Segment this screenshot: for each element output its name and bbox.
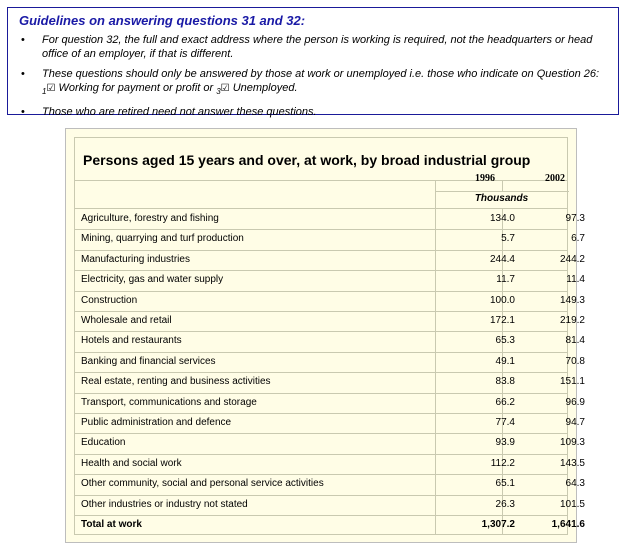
table-row [75, 495, 585, 515]
row-label: Transport, communications and storage [81, 396, 257, 408]
row-label: Construction [81, 294, 138, 306]
divider [75, 474, 567, 475]
row-label: Hotels and restaurants [81, 335, 182, 347]
table-row [75, 474, 585, 494]
row-label: Wholesale and retail [81, 315, 172, 326]
guidelines-list [8, 33, 618, 125]
table-row [75, 372, 585, 392]
divider [75, 454, 567, 455]
divider [75, 515, 567, 516]
value-1996: 5.7 [501, 233, 515, 245]
guideline-text: For question 32, the full and exact address where the person is working is required, not the headquarters or head office of an employer, if that is different. [42, 34, 593, 60]
value-2002: 11.4 [566, 274, 585, 286]
total-row [75, 515, 585, 535]
value-2002: 94.7 [565, 417, 585, 428]
guideline-item [8, 105, 618, 119]
table-row [75, 291, 585, 311]
table-panel [65, 128, 585, 543]
row-label: Banking and financial services [81, 355, 216, 367]
divider [502, 180, 503, 192]
row-label: Mining, quarrying and turf production [81, 233, 244, 245]
divider [75, 352, 567, 353]
row-label: Education [81, 437, 126, 449]
row-label: Other industries or industry not stated [81, 498, 248, 510]
row-label: Manufacturing industries [81, 253, 190, 265]
value-2002: 101.5 [559, 498, 585, 510]
row-label: Public administration and defence [81, 417, 232, 428]
value-2002: 219.2 [559, 315, 585, 326]
row-label: Other community, social and personal service activities [81, 478, 324, 490]
guideline-item [8, 67, 618, 99]
guidelines-box [7, 7, 619, 119]
value-1996: 11.7 [496, 274, 515, 286]
checked-box-icon: ☑ [46, 83, 56, 94]
table-row [75, 250, 585, 270]
value-2002: 96.9 [565, 396, 585, 408]
guideline-text: Those who are retired need not answer these questions. [42, 106, 317, 119]
value-2002: 151.1 [559, 376, 585, 388]
value-1996: 172.1 [489, 315, 515, 326]
bullet-icon: • [21, 68, 25, 80]
table-row [75, 413, 585, 433]
value-1996: 93.9 [495, 437, 515, 449]
value-1996: 49.1 [495, 355, 515, 367]
option-number: 1 [42, 87, 47, 97]
divider [75, 433, 567, 434]
value-1996: 244.4 [489, 253, 515, 265]
table-row [75, 229, 585, 249]
table-row [75, 433, 585, 453]
value-2002: 149.3 [559, 294, 585, 306]
value-1996: 112.2 [490, 457, 515, 469]
value-1996: 83.8 [495, 376, 515, 388]
value-2002: 244.2 [559, 253, 585, 265]
value-2002: 1,641.6 [551, 519, 585, 530]
guideline-item [8, 33, 618, 61]
table-row [75, 209, 585, 229]
value-1996: 100.0 [489, 294, 515, 306]
value-2002: 81.4 [565, 335, 585, 347]
row-label: Health and social work [81, 457, 182, 469]
value-1996: 134.0 [489, 213, 515, 224]
option-number: 3 [216, 87, 221, 97]
bullet-icon: • [21, 106, 25, 119]
data-table [74, 137, 585, 535]
row-label: Total at work [81, 519, 142, 530]
checked-box-icon: ☑ [220, 83, 230, 94]
divider [75, 311, 567, 312]
divider [75, 250, 567, 251]
value-1996: 1,307.2 [481, 519, 515, 530]
divider [75, 413, 567, 414]
option-unemployed: Unemployed. [232, 82, 298, 94]
guidelines-title: Guidelines on answering questions 31 and 32: [19, 13, 306, 28]
table-row [75, 393, 585, 413]
value-1996: 26.3 [495, 498, 515, 510]
value-1996: 65.1 [495, 478, 515, 490]
divider [75, 393, 567, 394]
value-2002: 70.8 [565, 355, 585, 367]
units-label: Thousands [474, 193, 529, 204]
row-label: Electricity, gas and water supply [81, 274, 224, 286]
table-title: Persons aged 15 years and over, at work, by broad industrial group [83, 152, 531, 168]
table-row [75, 311, 585, 331]
bullet-icon: • [21, 34, 25, 46]
row-label: Real estate, renting and business activities [81, 376, 271, 388]
value-1996: 77.4 [495, 417, 515, 428]
value-2002: 97.3 [565, 213, 585, 224]
value-2002: 64.3 [565, 478, 585, 490]
option-working: Working for payment or profit or [58, 82, 214, 94]
divider [75, 372, 567, 373]
value-1996: 65.3 [495, 335, 515, 347]
row-label: Agriculture, forestry and fishing [81, 213, 219, 224]
table-row [75, 352, 585, 372]
table-row [75, 331, 585, 351]
divider [75, 495, 567, 496]
divider [75, 270, 567, 271]
divider [75, 229, 567, 230]
table-row [75, 270, 585, 290]
column-header-2002: 2002 [545, 173, 565, 184]
guideline-text: These questions should only be answered by those at work or unemployed i.e. those who indicate on Question 26: [42, 68, 600, 80]
divider [75, 331, 567, 332]
value-1996: 66.2 [495, 396, 515, 408]
value-2002: 143.5 [559, 457, 585, 469]
value-2002: 6.7 [571, 233, 585, 245]
column-header-1996: 1996 [475, 173, 495, 184]
divider [75, 291, 567, 292]
value-2002: 109.3 [559, 437, 585, 449]
table-row [75, 454, 585, 474]
